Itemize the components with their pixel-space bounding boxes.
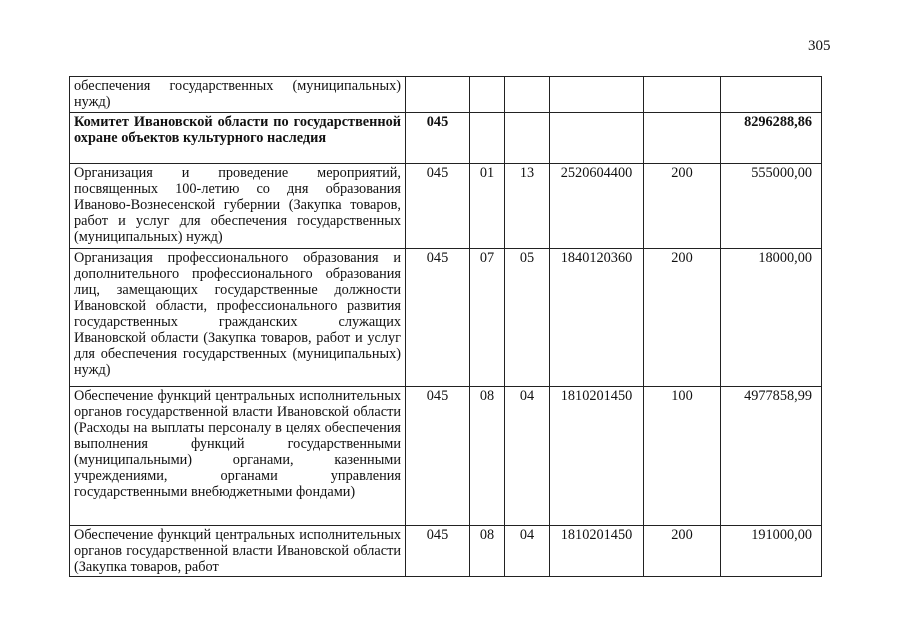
cell-target: 2520604400 xyxy=(550,164,644,249)
table-row xyxy=(70,526,822,577)
cell-name: Организация профессионального образования и дополнительного профессионального образования лиц, замещающих государственные должности Ивановской области, профессионального развития государственных гражданских служащих Ивановской области (Закупка товаров, работ и услуг для обеспечения государственных (муниципальных) нужд) xyxy=(70,249,406,387)
cell-section: 08 xyxy=(470,526,505,577)
cell-expense-type: 200 xyxy=(644,164,721,249)
cell-subsection: 13 xyxy=(505,164,550,249)
cell-subsection: 04 xyxy=(505,387,550,526)
cell-amount: 191000,00 xyxy=(721,526,822,577)
cell-ministry: 045 xyxy=(406,164,470,249)
cell-target: 1810201450 xyxy=(550,387,644,526)
table-row xyxy=(70,113,822,164)
cell-target xyxy=(550,77,644,113)
cell-subsection xyxy=(505,113,550,164)
cell-expense-type: 100 xyxy=(644,387,721,526)
cell-subsection: 04 xyxy=(505,526,550,577)
cell-section: 01 xyxy=(470,164,505,249)
cell-target: 1810201450 xyxy=(550,526,644,577)
budget-table xyxy=(69,76,822,577)
cell-ministry: 045 xyxy=(406,387,470,526)
cell-ministry: 045 xyxy=(406,249,470,387)
cell-amount: 8296288,86 xyxy=(721,113,822,164)
cell-expense-type: 200 xyxy=(644,249,721,387)
table-row xyxy=(70,249,822,387)
cell-name: Организация и проведение мероприятий, посвященных 100-летию со дня образования Иваново-Вознесенской губернии (Закупка товаров, работ и услуг для обеспечения государственных (муниципальных) нужд) xyxy=(70,164,406,249)
cell-name: Обеспечение функций центральных исполнительных органов государственной власти Ивановской области (Расходы на выплаты персоналу в целях обеспечения выполнения функций государственными (муниципальными) органами, казенными учреждениями, органами управления государственными внебюджетными фондами) xyxy=(70,387,406,526)
cell-expense-type: 200 xyxy=(644,526,721,577)
cell-expense-type xyxy=(644,113,721,164)
cell-target: 1840120360 xyxy=(550,249,644,387)
cell-subsection xyxy=(505,77,550,113)
cell-section: 08 xyxy=(470,387,505,526)
cell-section xyxy=(470,77,505,113)
cell-amount: 555000,00 xyxy=(721,164,822,249)
cell-section: 07 xyxy=(470,249,505,387)
table-row xyxy=(70,77,822,113)
cell-amount: 18000,00 xyxy=(721,249,822,387)
cell-name: Обеспечение функций центральных исполнительных органов государственной власти Ивановской области (Закупка товаров, работ xyxy=(70,526,406,577)
cell-expense-type xyxy=(644,77,721,113)
cell-amount xyxy=(721,77,822,113)
cell-name: обеспечения государственных (муниципальных) нужд) xyxy=(70,77,406,113)
cell-ministry: 045 xyxy=(406,113,470,164)
cell-ministry xyxy=(406,77,470,113)
cell-target xyxy=(550,113,644,164)
page-number: 305 xyxy=(808,38,831,54)
cell-ministry: 045 xyxy=(406,526,470,577)
cell-subsection: 05 xyxy=(505,249,550,387)
table-row xyxy=(70,387,822,526)
cell-amount: 4977858,99 xyxy=(721,387,822,526)
cell-section xyxy=(470,113,505,164)
table-row xyxy=(70,164,822,249)
cell-name: Комитет Ивановской области по государственной охране объектов культурного наследия xyxy=(70,113,406,164)
